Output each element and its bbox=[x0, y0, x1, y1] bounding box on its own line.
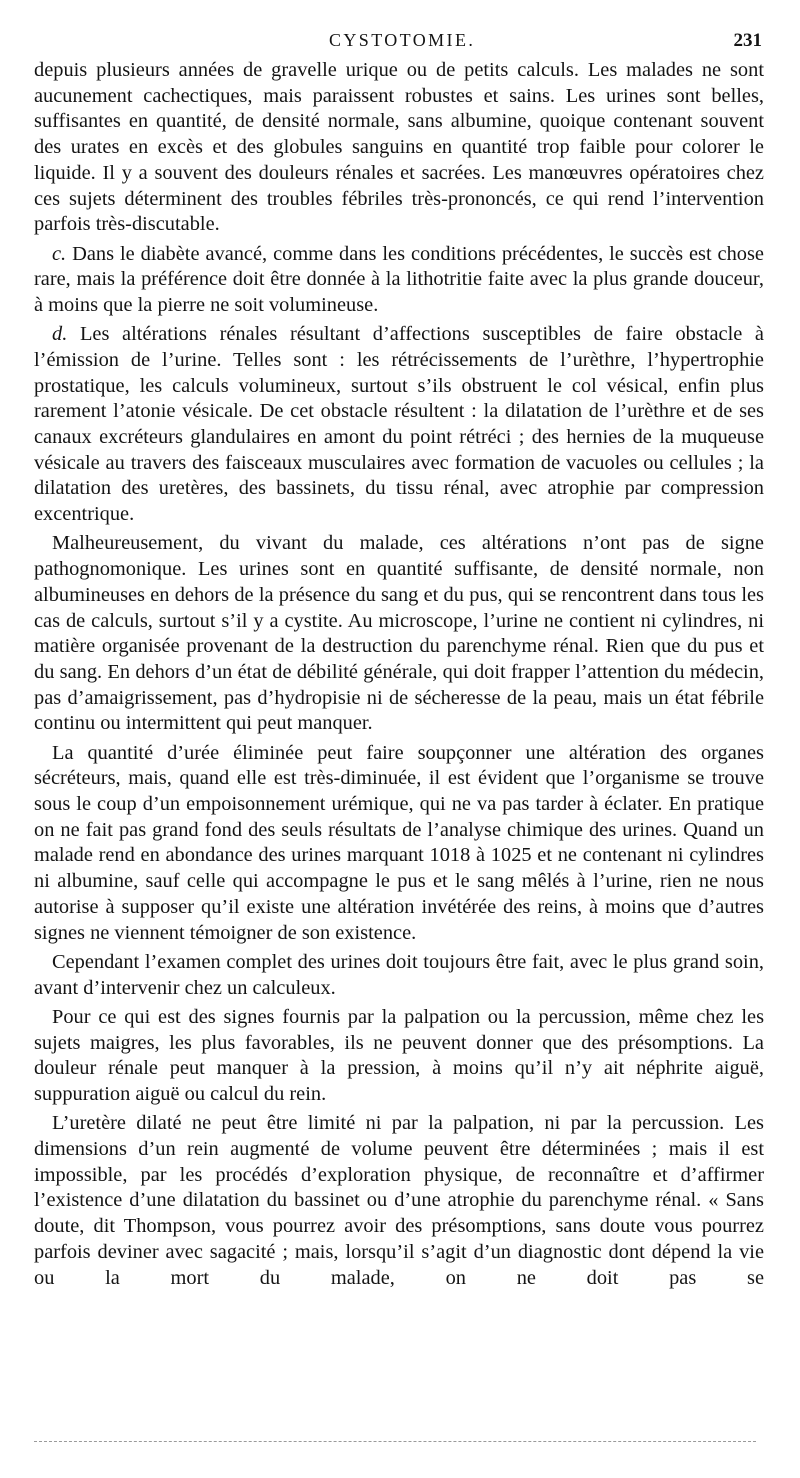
paragraph-7 bbox=[34, 1005, 764, 1108]
paragraph-4 bbox=[34, 531, 764, 737]
enumeration-marker: d. bbox=[52, 323, 68, 346]
paragraph-text: Malheureusement, du vivant du malade, ces altérations n’ont pas de signe pathognomonique. Les urines sont en quantité suffisante, de densité normale, non albumineuses en dehors de la présence du sang et du pus, qui se rencontrent dans tous les cas de calculs, surtout s’il y a cystite. Au microscope, l’urine ne contient ni cylindres, ni matière organisée provenant de la destruction du parenchyme rénal. Rien que du pus et du sang. En dehors d’un état de débilité générale, qui doit frapper l’attention du médecin, pas d’amaigrissement, pas d’hydropisie ni de sécheresse de la peau, mais un état fébrile continu ou intermittent qui peut manquer. bbox=[34, 532, 764, 735]
paragraph-3 bbox=[34, 322, 764, 528]
running-title: CYSTOTOMIE. bbox=[329, 30, 476, 50]
paragraph-1 bbox=[34, 58, 764, 238]
paragraph-text: Cependant l’examen complet des urines doit toujours être fait, avec le plus grand soin, avant d’intervenir chez un calculeux. bbox=[34, 950, 764, 999]
running-head bbox=[0, 26, 800, 56]
paragraph-text: Pour ce qui est des signes fournis par la palpation ou la percussion, même chez les sujets maigres, les plus favorables, ils ne peuvent donner que des présomptions. La douleur rénale peut manquer à la pression, à moins qu’il n’y ait néphrite aiguë, suppuration aiguë ou calcul du rein. bbox=[34, 1005, 764, 1105]
body-text bbox=[34, 58, 764, 1295]
paragraph-text: Dans le diabète avancé, comme dans les conditions précédentes, le succès est chose rare, mais la préférence doit être donnée à la lithotritie faite avec la plus grande douceur, à moins que la pierre ne soit volumineuse. bbox=[34, 242, 764, 316]
paragraph-text: La quantité d’urée éliminée peut faire soupçonner une altération des organes sécréteurs, mais, quand elle est très-diminuée, il est évident que l’organisme se trouve sous le coup d’un empoisonnement urémique, qui ne va pas tarder à éclater. En pratique on ne fait pas grand fond des seuls résultats de l’analyse chimique des urines. Quand un malade rend en abondance des urines marquant 1018 à 1025 et ne contenant ni cylindres ni albumine, sauf celle qui accompagne le pus et le sang mêlés à l’urine, rien ne nous autorise à supposer qu’il existe une altération invétérée des reins, à moins que d’autres signes ne viennent témoigner de son existence. bbox=[34, 741, 764, 944]
paragraph-5 bbox=[34, 741, 764, 947]
enumeration-marker: c. bbox=[52, 242, 67, 265]
paragraph-text: L’uretère dilaté ne peut être limité ni par la palpation, ni par la percussion. Les dimensions d’un rein augmenté de volume peuvent être déterminées ; mais il est impossible, par les procédés d’exploration physique, de reconnaître et d’affirmer l’existence d’une dilatation du bassinet ou d’une atrophie du parenchyme rénal. « Sans doute, dit Thompson, vous pourrez avoir des présomptions, sans doute vous pourrez parfois deviner avec sagacité ; mais, lorsqu’il s’agit d’un diagnostic dont dépend la vie ou la mort du malade, on ne doit pas se bbox=[34, 1112, 764, 1289]
paragraph-text: depuis plusieurs années de gravelle urique ou de petits calculs. Les malades ne sont aucunement cachectiques, mais paraissent robustes et sains. Les urines sont belles, suffisantes en quantité, de densité normale, sans albumine, quoique contenant souvent des urates en excès et des globules sanguins en quantité trop faible pour colorer le liquide. Il y a souvent des douleurs rénales et sacrées. Les manœuvres opératoires chez ces sujets déterminent des troubles fébriles très-prononcés, ce qui rend l’intervention parfois très-discutable. bbox=[34, 59, 764, 236]
paragraph-2 bbox=[34, 242, 764, 319]
paragraph-6 bbox=[34, 950, 764, 1001]
paragraph-text: Les altérations rénales résultant d’affections susceptibles de faire obstacle à l’émission de l’urine. Telles sont : les rétrécissements de l’urèthre, l’hypertrophie prostatique, les calculs volumineux, surtout s’ils obstruent le col vésical, enfin plus rarement l’atonie vésicale. De cet obstacle résultent : la dilatation de l’urèthre et de ses canaux excréteurs glandulaires en amont du point rétréci ; des hernies de la muqueuse vésicale au travers des faisceaux musculaires avec formation de vacuoles ou cellules ; la dilatation des uretères, des bassinets, du tissu rénal, avec atrophie par compression excentrique. bbox=[34, 323, 764, 526]
paragraph-8 bbox=[34, 1111, 764, 1291]
page-number: 231 bbox=[733, 30, 762, 51]
footer-dashed-rule bbox=[34, 1441, 756, 1442]
